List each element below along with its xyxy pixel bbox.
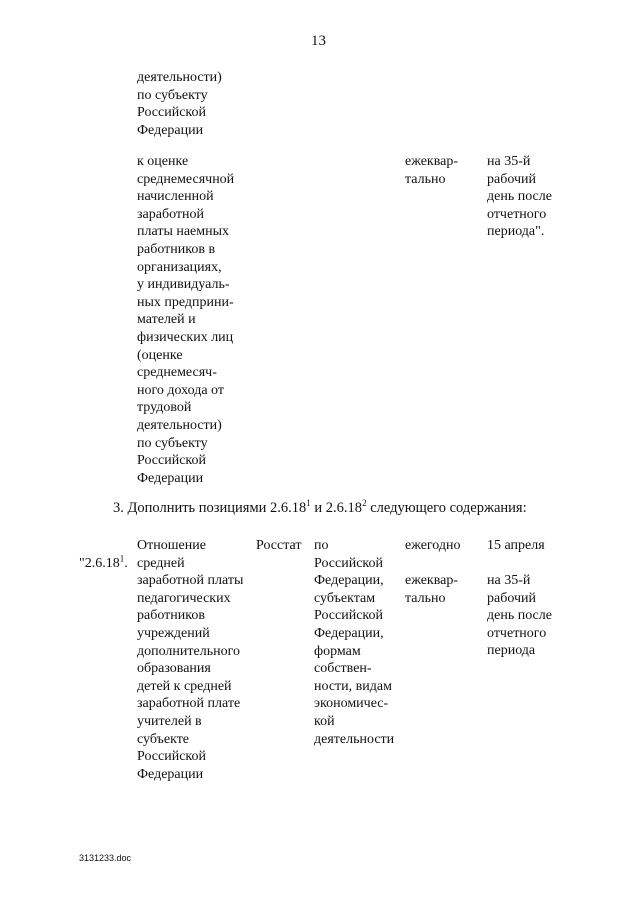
paragraph-suffix: следующего содержания: bbox=[366, 500, 527, 516]
code-suffix: . bbox=[124, 555, 128, 571]
code-text: "2.6.18 bbox=[79, 555, 120, 571]
indicator-average-wage: к оценке среднемесячной начисленной заработной платы наемных работников в организациях, у индивидуаль- ных предприни- мателей и физических лиц (оценке среднемесяч- ного дохода от трудовой деятельности) по субъекту Российской Федерации bbox=[137, 154, 235, 486]
page-number: 13 bbox=[311, 33, 326, 49]
code-sup: 1 bbox=[119, 552, 125, 563]
paragraph-sup1: 1 bbox=[306, 498, 311, 509]
indicator-teacher-wage-ratio: Отношение средней заработной платы педагогических работников учреждений дополнительного образования детей к средней заработной плате учителей в субъекте Российской Федерации bbox=[137, 538, 244, 782]
breakdown: по Российской Федерации, субъектам Российской Федерации, формам собствен- ности, видам экономичес- кой деятельности bbox=[314, 538, 395, 747]
period-annual: ежегодно bbox=[405, 538, 461, 553]
paragraph-middle: и 2.6.18 bbox=[310, 500, 363, 516]
deadline-april-15: 15 апреля bbox=[487, 538, 545, 553]
agency-rosstat: Росстат bbox=[256, 538, 302, 553]
indicator-continuation: деятельности) по субъекту Российской Федерации bbox=[137, 70, 222, 138]
position-code bbox=[79, 537, 128, 572]
period-quarterly-2: ежеквар- тально bbox=[405, 573, 459, 606]
period-quarterly: ежеквар- тально bbox=[405, 154, 459, 187]
paragraph-prefix: 3. Дополнить позициями 2.6.18 bbox=[113, 500, 307, 516]
footer-filename: 3131233.doc bbox=[79, 853, 132, 863]
deadline-35-day: на 35-й рабочий день после отчетного периода". bbox=[487, 154, 552, 240]
deadline-35-day-2: на 35-й рабочий день после отчетного периода bbox=[487, 573, 552, 659]
paragraph-sup2: 2 bbox=[362, 498, 367, 509]
amendment-paragraph bbox=[113, 500, 527, 517]
